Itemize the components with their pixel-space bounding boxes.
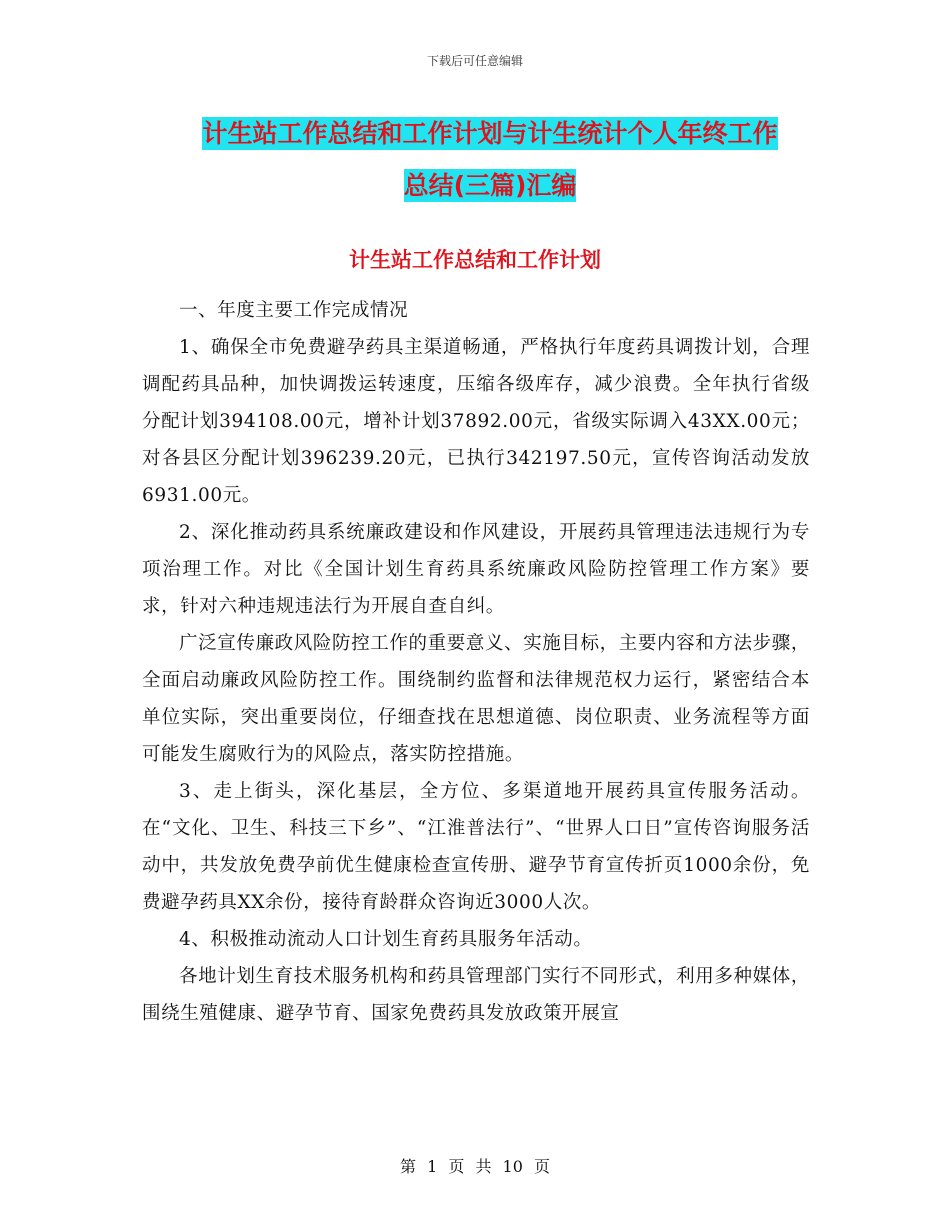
paragraph: 2、深化推动药具系统廉政建设和作风建设，开展药具管理违法违规行为专项治理工作。对比《全国计划生育药具系统廉政风险防控管理工作方案》要求，针对六种违规违法行为开展自查自纠。 xyxy=(142,522,810,617)
document-title-line-1: 计生站工作总结和工作计划与计生统计个人年终工作 xyxy=(202,119,778,148)
document-title xyxy=(140,108,840,212)
paragraph: 3、走上街头，深化基层，全方位、多渠道地开展药具宣传服务活动。在“文化、卫生、科技三下乡”、“江淮普法行”、“世界人口日”宣传咨询服务活动中，共发放免费孕前优生健康检查宣传册、避孕节育宣传折页1000余份，免费避孕药具XX余份，接待育龄群众咨询近3000人次。 xyxy=(142,781,810,913)
page-number-footer: 第 1 页 共 10 页 xyxy=(400,1157,550,1176)
paragraph: 4、积极推动流动人口计划生育药具服务年活动。 xyxy=(179,929,593,950)
paragraph: 各地计划生育技术服务机构和药具管理部门实行不同形式，利用多种媒体，围绕生殖健康、避孕节育、国家免费药具发放政策开展宣 xyxy=(142,966,810,1024)
body-text xyxy=(142,292,810,1032)
page-header-note: 下载后可任意编辑 xyxy=(426,54,523,68)
paragraph: 广泛宣传廉政风险防控工作的重要意义、实施目标，主要内容和方法步骤，全面启动廉政风险防控工作。围绕制约监督和法律规范权力运行，紧密结合本单位实际，突出重要岗位，仔细查找在思想道德、岗位职责、业务流程等方面可能发生腐败行为的风险点，落实防控措施。 xyxy=(142,633,810,765)
document-title-line-2: 总结(三篇)汇编 xyxy=(403,171,577,200)
paragraph: 1、确保全市免费避孕药具主渠道畅通，严格执行年度药具调拨计划，合理调配药具品种，加快调拨运转速度，压缩各级库存，减少浪费。全年执行省级分配计划394108.00元，增补计划37892.00元，省级实际调入43XX.00元；对各县区分配计划396239.20元，已执行342197.50元，宣传咨询活动发放6931.00元。 xyxy=(142,337,810,506)
paragraph-heading-1: 一、年度主要工作完成情况 xyxy=(179,300,409,321)
section-title: 计生站工作总结和工作计划 xyxy=(349,248,601,272)
